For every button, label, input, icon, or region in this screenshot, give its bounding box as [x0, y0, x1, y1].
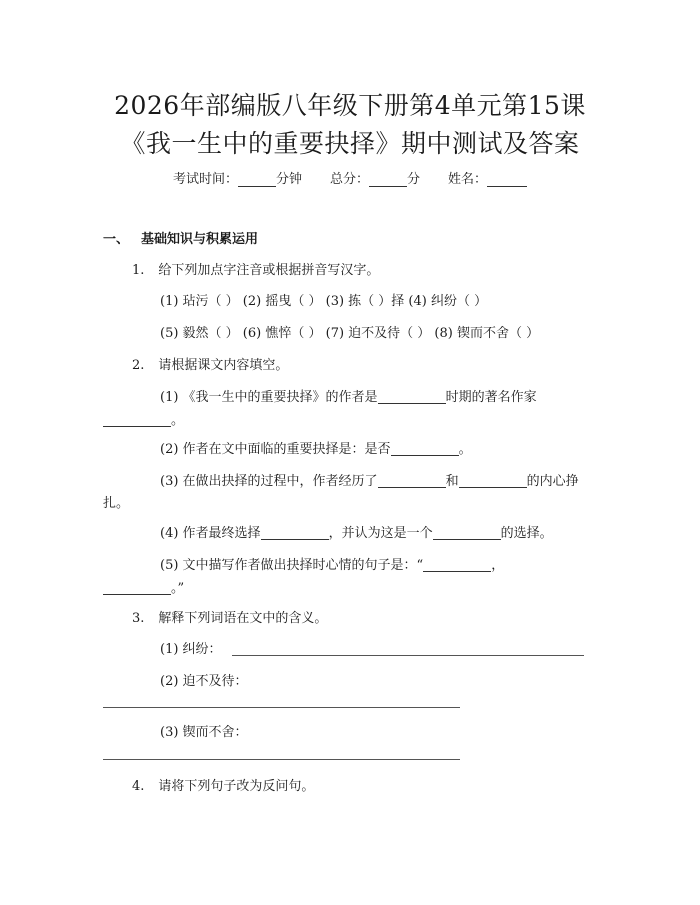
q2-item-1-text-c: 。: [171, 413, 185, 428]
question-2-number: 2.: [132, 358, 145, 373]
q2-item-1-text-b: 时期的著名作家: [445, 390, 537, 405]
q2-item-2-text-a: (2) 作者在文中面临的重要抉择是：是否: [160, 442, 391, 457]
section-1-heading: [103, 233, 258, 246]
title-line-2: 《我一生中的重要抉择》期中测试及答案: [120, 129, 580, 158]
time-blank[interactable]: [238, 174, 276, 187]
q2-item-2: [160, 443, 472, 456]
q2-item-5: [160, 559, 504, 572]
question-1-number: 1.: [132, 263, 145, 278]
q2-item-5-cont: [103, 582, 184, 595]
q2-item-5-text-c: 。”: [171, 581, 185, 596]
q3-item-2-answer-line[interactable]: [103, 707, 460, 708]
q2-item-1: [160, 391, 537, 404]
question-1-row-2: (5) 毅然（ ） (6) 憔悴（ ） (7) 迫不及待（ ） (8) 锲而不舍（ ）: [160, 326, 540, 341]
q2-item-3-cont: 扎。: [103, 496, 130, 511]
q2-item-4-text-c: 的选择。: [500, 526, 553, 541]
question-1: [132, 264, 379, 277]
q3-item-3-answer-line[interactable]: [103, 759, 460, 760]
question-3-stem: 解释下列词语在文中的含义。: [158, 611, 328, 626]
time-label: 考试时间：: [172, 172, 238, 187]
time-unit: 分钟: [275, 172, 302, 187]
score-label: 总分：: [329, 172, 369, 187]
q2-item-5-text-b: ，: [491, 558, 505, 573]
score-unit: 分: [407, 172, 421, 187]
question-3-number: 3.: [132, 611, 145, 626]
q2-item-3-text-a: (3) 在做出抉择的过程中，作者经历了: [160, 474, 378, 489]
name-label: 姓名：: [448, 172, 488, 187]
exam-info: [0, 168, 700, 187]
q2-item-3-text-c: 的内心挣: [526, 474, 579, 489]
q3-item-1-label: (1) 纠纷：: [160, 642, 222, 657]
q2-item-3-blank-1[interactable]: [378, 475, 446, 488]
name-blank[interactable]: [487, 174, 527, 187]
section-1-title: 基础知识与积累运用: [141, 232, 259, 247]
q2-item-1-blank-author[interactable]: [103, 414, 171, 427]
q2-item-3: [160, 475, 579, 488]
title-line-1: 2026年部编版八年级下册第4单元第15课: [114, 91, 586, 120]
question-4-stem: 请将下列句子改为反问句。: [158, 779, 315, 794]
q2-item-3-text-b: 和: [445, 474, 459, 489]
q2-item-4-blank-1[interactable]: [261, 527, 329, 540]
q2-item-5-blank-1[interactable]: [423, 559, 491, 572]
question-1-row-1: (1) 玷污（ ） (2) 摇曳（ ） (3) 拣（ ）择 (4) 纠纷（ ）: [160, 294, 488, 309]
q3-item-2-label: (2) 迫不及待：: [160, 674, 248, 689]
q2-item-2-text-b: 。: [458, 442, 472, 457]
q2-item-2-blank[interactable]: [391, 443, 459, 456]
q2-item-4: [160, 527, 553, 540]
question-4: [132, 780, 314, 793]
question-4-number: 4.: [132, 779, 145, 794]
section-1-number: 一、: [103, 232, 130, 247]
question-2-stem: 请根据课文内容填空。: [158, 358, 289, 373]
question-2: [132, 359, 288, 372]
q2-item-3-blank-2[interactable]: [459, 475, 527, 488]
q2-item-4-text-b: ，并认为这是一个: [328, 526, 433, 541]
question-1-stem: 给下列加点字注音或根据拼音写汉字。: [158, 263, 380, 278]
q3-item-1-answer-line[interactable]: [232, 655, 584, 656]
q2-item-1-text-a: (1) 《我一生中的重要抉择》的作者是: [160, 390, 378, 405]
q3-item-3-label: (3) 锲而不舍：: [160, 725, 248, 740]
q2-item-4-blank-2[interactable]: [433, 527, 501, 540]
q2-item-5-text-a: (5) 文中描写作者做出抉择时心情的句子是：“: [160, 558, 424, 573]
q2-item-1-blank-era[interactable]: [378, 391, 446, 404]
q2-item-5-blank-2[interactable]: [103, 582, 171, 595]
q2-item-4-text-a: (4) 作者最终选择: [160, 526, 261, 541]
q2-item-1-cont: [103, 414, 184, 427]
score-blank[interactable]: [369, 174, 407, 187]
question-3: [132, 612, 327, 625]
